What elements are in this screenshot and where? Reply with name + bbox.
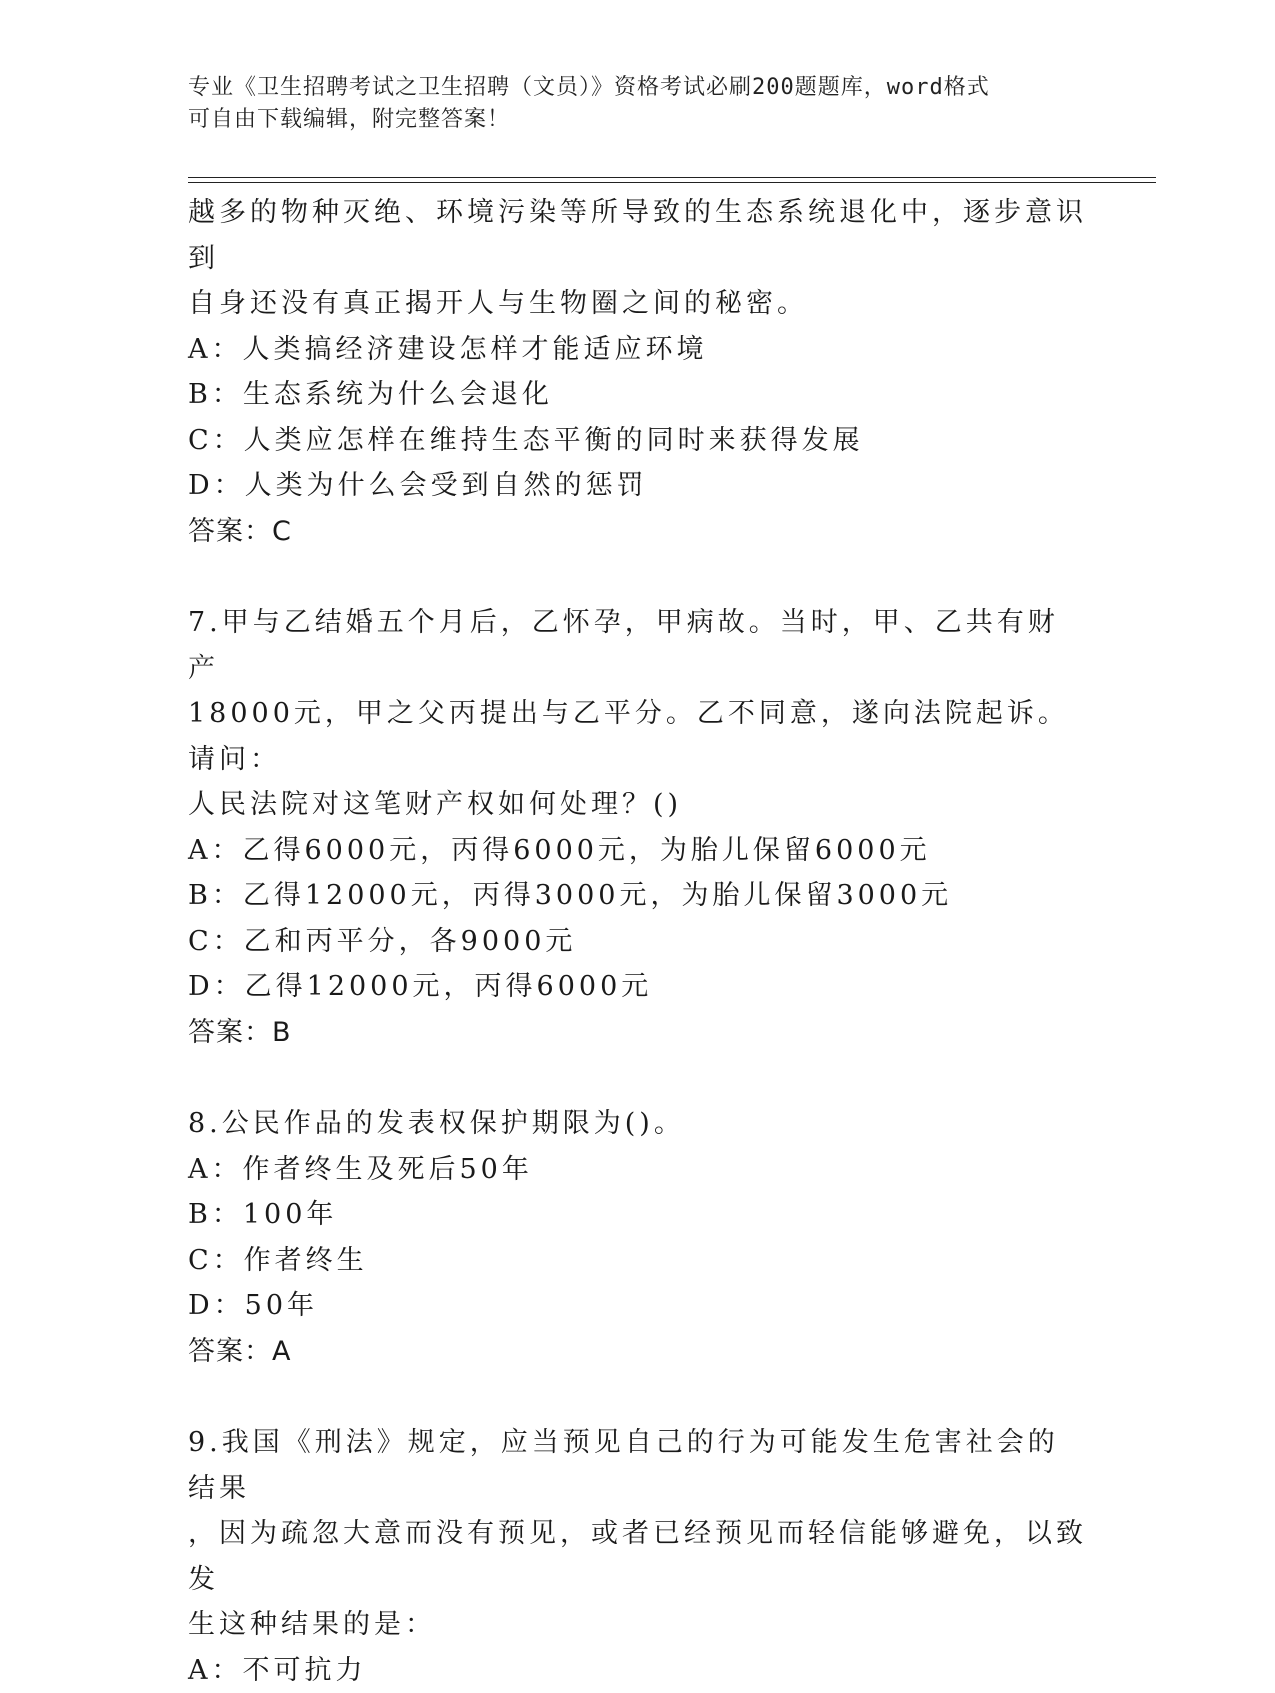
question-text-line: 生这种结果的是： xyxy=(188,1602,1088,1648)
question-text-line: 越多的物种灭绝、环境污染等所导致的生态系统退化中，逐步意识到 xyxy=(188,190,1088,281)
answer-label: 答案：A xyxy=(188,1329,1088,1375)
question-text-line: 9.我国《刑法》规定，应当预见自己的行为可能发生危害社会的结果 xyxy=(188,1420,1088,1511)
spacer xyxy=(188,1055,1088,1101)
question-continuation xyxy=(188,190,1088,554)
header-divider-bottom xyxy=(188,182,1156,183)
header-line-2: 可自由下载编辑，附完整答案！ xyxy=(188,104,1088,136)
answer-label: 答案：B xyxy=(188,1010,1088,1056)
option-b: B：生态系统为什么会退化 xyxy=(188,372,1088,418)
option-c: C：乙和丙平分，各9000元 xyxy=(188,919,1088,965)
question-text-line: 18000元，甲之父丙提出与乙平分。乙不同意，遂向法院起诉。请问： xyxy=(188,691,1088,782)
option-a: A：不可抗力 xyxy=(188,1648,1088,1693)
question-7 xyxy=(188,600,1088,1055)
option-b: B：乙得12000元，丙得3000元，为胎儿保留3000元 xyxy=(188,873,1088,919)
question-text-line: 自身还没有真正揭开人与生物圈之间的秘密。 xyxy=(188,281,1088,327)
question-9 xyxy=(188,1420,1088,1693)
header-line-1: 专业《卫生招聘考试之卫生招聘（文员）》资格考试必刷200题题库，word格式 xyxy=(188,72,1088,104)
answer-label: 答案：C xyxy=(188,509,1088,555)
option-d: D：乙得12000元，丙得6000元 xyxy=(188,964,1088,1010)
question-text-line: 人民法院对这笔财产权如何处理？() xyxy=(188,782,1088,828)
spacer xyxy=(188,1374,1088,1420)
question-text-line: 8.公民作品的发表权保护期限为()。 xyxy=(188,1101,1088,1147)
question-content xyxy=(188,190,1088,1693)
document-header xyxy=(188,72,1088,136)
option-b: B：100年 xyxy=(188,1192,1088,1238)
question-text-line: 7.甲与乙结婚五个月后，乙怀孕，甲病故。当时，甲、乙共有财产 xyxy=(188,600,1088,691)
spacer xyxy=(188,554,1088,600)
option-c: C：作者终生 xyxy=(188,1238,1088,1284)
option-a: A：作者终生及死后50年 xyxy=(188,1147,1088,1193)
option-c: C：人类应怎样在维持生态平衡的同时来获得发展 xyxy=(188,418,1088,464)
header-divider-top xyxy=(188,177,1156,178)
question-8 xyxy=(188,1101,1088,1374)
option-d: D：人类为什么会受到自然的惩罚 xyxy=(188,463,1088,509)
option-d: D：50年 xyxy=(188,1283,1088,1329)
question-text-line: ，因为疏忽大意而没有预见，或者已经预见而轻信能够避免，以致发 xyxy=(188,1511,1088,1602)
option-a: A：人类搞经济建设怎样才能适应环境 xyxy=(188,327,1088,373)
option-a: A：乙得6000元，丙得6000元，为胎儿保留6000元 xyxy=(188,828,1088,874)
